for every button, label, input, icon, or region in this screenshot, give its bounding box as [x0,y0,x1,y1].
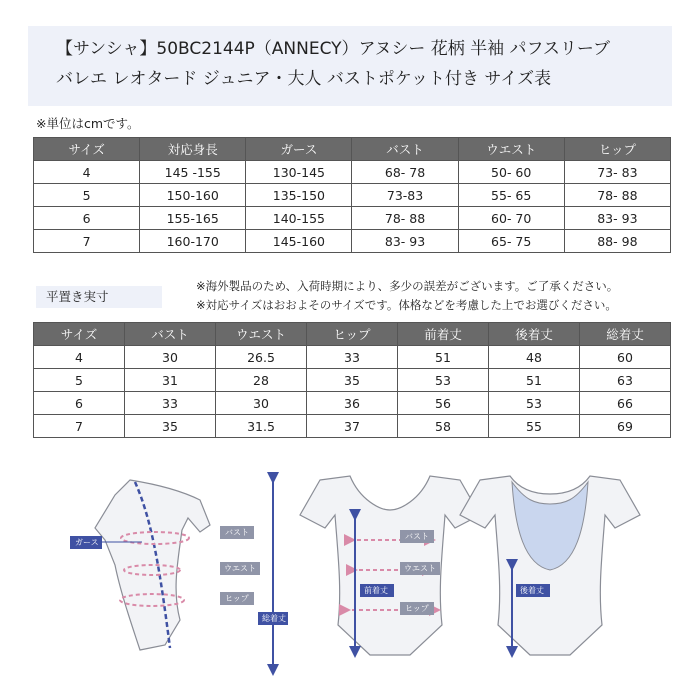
table-cell: 88- 98 [564,230,670,253]
table-cell: 37 [307,415,398,438]
table-cell: 6 [34,392,125,415]
table-cell: 55 [489,415,580,438]
table-cell: 5 [34,369,125,392]
column-header: ヒップ [564,138,670,161]
table-row [34,346,671,369]
waist-label: ウエスト [224,564,256,573]
table-cell: 36 [307,392,398,415]
table-cell: 30 [125,346,216,369]
table-cell: 35 [125,415,216,438]
flat-measure-label: 平置き実寸 [36,286,162,308]
table-cell: 145-160 [246,230,352,253]
column-header: 総着丈 [580,323,671,346]
column-header: バスト [352,138,458,161]
table-cell: 55- 65 [458,184,564,207]
column-header: 前着丈 [398,323,489,346]
table-cell: 53 [489,392,580,415]
table-row [34,230,671,253]
note-line: ※対応サイズはおおよそのサイズです。体格などを考慮した上でお選びください。 [196,298,617,312]
column-header: サイズ [34,323,125,346]
measurement-diagram [60,470,660,685]
front-length-label: 前着丈 [364,586,388,595]
table-cell: 4 [34,161,140,184]
column-header: 対応身長 [140,138,246,161]
table-cell: 60 [580,346,671,369]
bust-label: バスト [225,528,249,537]
table-cell: 31.5 [216,415,307,438]
back-length-label: 後着丈 [520,586,544,595]
table-cell: 140-155 [246,207,352,230]
column-header: ヒップ [307,323,398,346]
hip-label-front: ヒップ [405,604,429,613]
flat-measure-table [33,322,671,438]
waist-label-front: ウエスト [404,564,436,573]
title-line-1: 【サンシャ】50BC2144P（ANNECY）アヌシー 花柄 半袖 パフスリーブ [56,39,611,59]
column-header: 後着丈 [489,323,580,346]
table-row [34,161,671,184]
table-cell: 135-150 [246,184,352,207]
column-header: バスト [125,323,216,346]
table-cell: 60- 70 [458,207,564,230]
side-view-figure [70,480,260,650]
table-cell: 145 -155 [140,161,246,184]
table-cell: 66 [580,392,671,415]
table-row [34,184,671,207]
table-row [34,415,671,438]
table-cell: 78- 88 [564,184,670,207]
table-cell: 26.5 [216,346,307,369]
table-cell: 51 [489,369,580,392]
back-view-figure [460,476,640,655]
table-cell: 31 [125,369,216,392]
notes [196,277,618,315]
size-table [33,137,671,253]
table-cell: 48 [489,346,580,369]
size-table-header-row [34,138,671,161]
table-cell: 83- 93 [352,230,458,253]
table-row [34,207,671,230]
table-cell: 7 [34,415,125,438]
table-cell: 63 [580,369,671,392]
column-header: ウエスト [458,138,564,161]
table-cell: 33 [307,346,398,369]
table-cell: 65- 75 [458,230,564,253]
table-cell: 5 [34,184,140,207]
table-cell: 73- 83 [564,161,670,184]
table-row [34,369,671,392]
table-cell: 83- 93 [564,207,670,230]
table-cell: 53 [398,369,489,392]
table-cell: 160-170 [140,230,246,253]
table-cell: 6 [34,207,140,230]
column-header: ガース [246,138,352,161]
title-line-2: バレエ レオタード ジュニア・大人 バストポケット付き サイズ表 [56,69,552,89]
hip-label: ヒップ [225,594,249,603]
table-cell: 150-160 [140,184,246,207]
table-cell: 4 [34,346,125,369]
table-cell: 51 [398,346,489,369]
table-cell: 35 [307,369,398,392]
table-cell: 130-145 [246,161,352,184]
table-cell: 7 [34,230,140,253]
girth-label: ガース [75,538,99,547]
table-cell: 155-165 [140,207,246,230]
table-cell: 30 [216,392,307,415]
flat-table-header-row [34,323,671,346]
table-row [34,392,671,415]
note-line: ※海外製品のため、入荷時期により、多少の誤差がございます。ご了承ください。 [196,279,619,293]
table-cell: 69 [580,415,671,438]
title-box [28,26,672,106]
table-cell: 78- 88 [352,207,458,230]
table-cell: 68- 78 [352,161,458,184]
table-cell: 28 [216,369,307,392]
column-header: ウエスト [216,323,307,346]
total-length-label: 総着丈 [262,614,286,623]
bust-label-front: バスト [405,532,429,541]
column-header: サイズ [34,138,140,161]
table-cell: 50- 60 [458,161,564,184]
table-cell: 73-83 [352,184,458,207]
front-view-figure [258,476,480,670]
table-cell: 56 [398,392,489,415]
unit-note: ※単位はcmです。 [36,116,140,131]
table-cell: 33 [125,392,216,415]
table-cell: 58 [398,415,489,438]
